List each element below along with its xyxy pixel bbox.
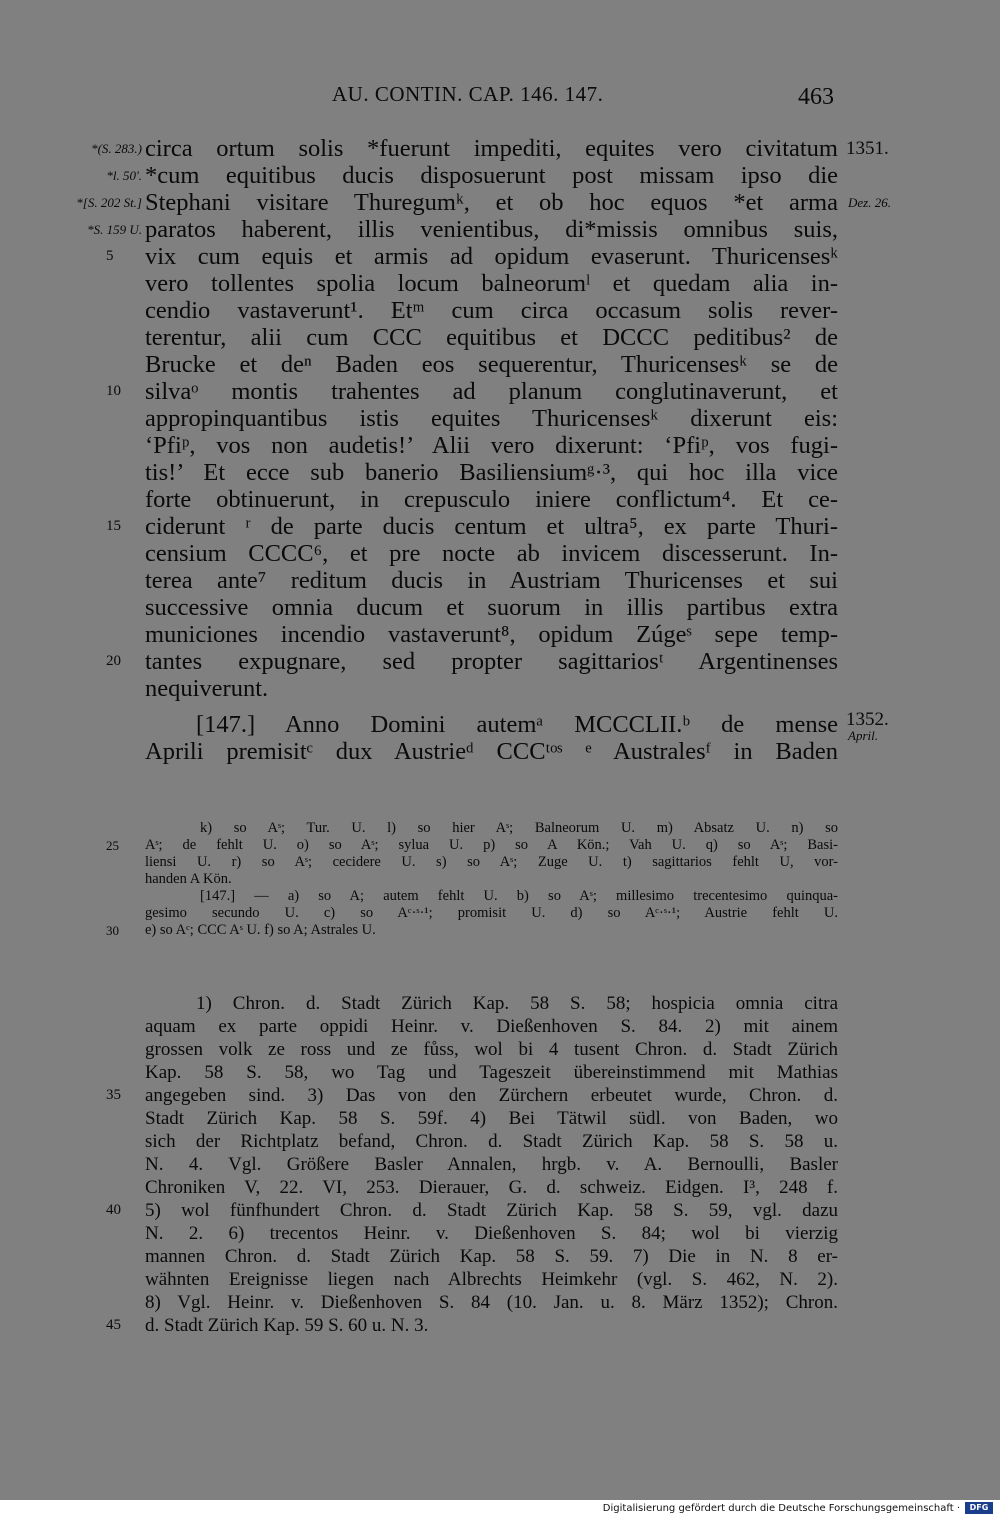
apparatus-line: k) so Aˢ; Tur. U. l) so hier Aˢ; Balneorum U. m) Absatz U. n) so: [200, 820, 838, 836]
text-line: Brucke et deⁿ Baden eos sequerentur, Thuricensesᵏ se de: [145, 351, 838, 378]
text-line: vero tollentes spolia locum balneorumˡ et quedam alia in-: [145, 270, 838, 297]
note-line: N. 4. Vgl. Größere Basler Annalen, hrgb. v. A. Bernoulli, Basler: [145, 1154, 838, 1175]
margin-date: April.: [848, 728, 878, 743]
text-line: forte obtinuerunt, in crepusculo iniere conflictum⁴. Et ce-: [145, 486, 838, 513]
line-number: 40: [106, 1202, 121, 1218]
note-line: wähnten Ereignisse liegen nach Albrechts Heimkehr (vgl. S. 462, N. 2).: [145, 1269, 838, 1290]
line-number: 15: [106, 518, 121, 534]
text-line: ‘Pfiᵖ, vos non audetis!’ Alii vero dixerunt: ‘Pfiᵖ, vos fugi-: [145, 432, 838, 459]
chapter-start-line: [147.] Anno Domini autemᵃ MCCCLII.ᵇ de mense: [196, 711, 838, 738]
line-number: 30: [106, 923, 119, 938]
note-line: angegeben sind. 3) Das von den Zürchern erbeutet wurde, Chron. d.: [145, 1085, 838, 1106]
text-line: cendio vastaverunt¹. Etᵐ cum circa occasum solis rever-: [145, 297, 838, 324]
note-line: 8) Vgl. Heinr. v. Dießenhoven S. 84 (10. Jan. u. 8. März 1352); Chron.: [145, 1292, 838, 1313]
text-line: terea ante⁷ reditum ducis in Austriam Thuricenses et sui: [145, 567, 838, 594]
text-line: censium CCCC⁶, et pre nocte ab invicem discesserunt. In-: [145, 540, 838, 567]
margin-reference: *l. 50'.: [106, 168, 142, 183]
margin-date: Dez. 26.: [848, 195, 891, 210]
text-line: silvaᵒ montis trahentes ad planum conglutinaverunt, et: [145, 378, 838, 405]
apparatus-line: gesimo secundo U. c) so Aᶜ·ˢ·¹; promisit U. d) so Aᶜ·ˢ·¹; Austrie fehlt U.: [145, 905, 838, 921]
apparatus-line: handen A Kön.: [145, 871, 232, 887]
line-number: 35: [106, 1087, 121, 1103]
note-line: N. 2. 6) trecentos Heinr. v. Dießenhoven S. 84; wol bi vierzig: [145, 1223, 838, 1244]
text-line: ciderunt ʳ de parte ducis centum et ultra⁵, ex parte Thuri-: [145, 513, 838, 540]
line-number: 5: [106, 248, 114, 264]
margin-reference: *S. 159 U.: [87, 222, 142, 237]
note-line: Stadt Zürich Kap. 58 S. 59f. 4) Bei Tätwil südl. von Baden, wo: [145, 1108, 838, 1129]
funding-credit: Digitalisierung gefördert durch die Deutsche Forschungsgemeinschaft ·: [602, 1503, 960, 1514]
footer-bar: [0, 1500, 1000, 1517]
note-line: grossen volk ze ross und ze fůss, wol bi 4 tusent Chron. d. Stadt Zürich: [145, 1039, 838, 1060]
text-line: circa ortum solis *fuerunt impediti, equites vero civitatum: [145, 135, 838, 162]
text-line: municiones incendio vastaverunt⁸, opidum Zúgeˢ sepe temp-: [145, 621, 838, 648]
margin-reference: *[S. 202 St.]: [76, 195, 142, 210]
line-number: 45: [106, 1317, 121, 1333]
running-title: AU. CONTIN. CAP. 146. 147.: [332, 82, 604, 106]
text-line: terentur, alii cum CCC equitibus et DCCC peditibus² de: [145, 324, 838, 351]
page-number: 463: [798, 84, 834, 110]
note-line: Kap. 58 S. 58, wo Tag und Tageszeit übereinstimmend mit Mathias: [145, 1062, 838, 1083]
margin-year: 1352.: [846, 709, 889, 730]
note-line: 1) Chron. d. Stadt Zürich Kap. 58 S. 58; hospicia omnia citra: [196, 993, 838, 1014]
margin-year: 1351.: [846, 138, 889, 159]
note-line: Chroniken V, 22. VI, 253. Dierauer, G. d. schweiz. Eidgen. I³, 248 f.: [145, 1177, 838, 1198]
line-number: 10: [106, 383, 121, 399]
note-line: sich der Richtplatz befand, Chron. d. Stadt Zürich Kap. 58 S. 58 u.: [145, 1131, 838, 1152]
note-line: 5) wol fünfhundert Chron. d. Stadt Zürich Kap. 58 S. 59, vgl. dazu: [145, 1200, 838, 1221]
text-line: tis!’ Et ecce sub banerio Basiliensiumᵍ·³, qui hoc illa vice: [145, 459, 838, 486]
text-line: *cum equitibus ducis disposuerunt post missam ipso die: [145, 162, 838, 189]
text-line: paratos haberent, illis venientibus, di*missis omnibus suis,: [145, 216, 838, 243]
dfg-logo-icon[interactable]: DFG: [965, 1502, 993, 1514]
text-line: nequiverunt.: [145, 675, 269, 702]
line-number: 25: [106, 838, 119, 853]
text-line: successive omnia ducum et suorum in illis partibus extra: [145, 594, 838, 621]
note-line: d. Stadt Zürich Kap. 59 S. 60 u. N. 3.: [145, 1315, 429, 1336]
margin-reference: *(S. 283.): [91, 141, 142, 156]
apparatus-line: [147.] — a) so A; autem fehlt U. b) so Aˢ; millesimo trecentesimo quinqua-: [200, 888, 838, 904]
text-line: Aprili premisitᶜ dux Austrieᵈ CCCᵗᵒˢ ᵉ Australesᶠ in Baden: [145, 738, 838, 765]
line-number: 20: [106, 653, 121, 669]
apparatus-line: liensi U. r) so Aˢ; cecidere U. s) so Aˢ; Zuge U. t) sagittarios fehlt U, vor-: [145, 854, 838, 870]
text-line: appropinquantibus istis equites Thuricensesᵏ dixerunt eis:: [145, 405, 838, 432]
text-line: vix cum equis et armis ad opidum evaserunt. Thuricensesᵏ: [145, 243, 838, 270]
note-line: aquam ex parte oppidi Heinr. v. Dießenhoven S. 84. 2) mit ainem: [145, 1016, 838, 1037]
text-line: Stephani visitare Thuregumᵏ, et ob hoc equos *et arma: [145, 189, 838, 216]
text-line: tantes expugnare, sed propter sagittariosᵗ Argentinenses: [145, 648, 838, 675]
apparatus-line: Aˢ; de fehlt U. o) so Aˢ; sylua U. p) so A Kön.; Vah U. q) so Aˢ; Basi-: [145, 837, 838, 853]
note-line: mannen Chron. d. Stadt Zürich Kap. 58 S. 59. 7) Die in N. 8 er-: [145, 1246, 838, 1267]
apparatus-line: e) so Aᶜ; CCC Aˢ U. f) so A; Astrales U.: [145, 922, 376, 938]
